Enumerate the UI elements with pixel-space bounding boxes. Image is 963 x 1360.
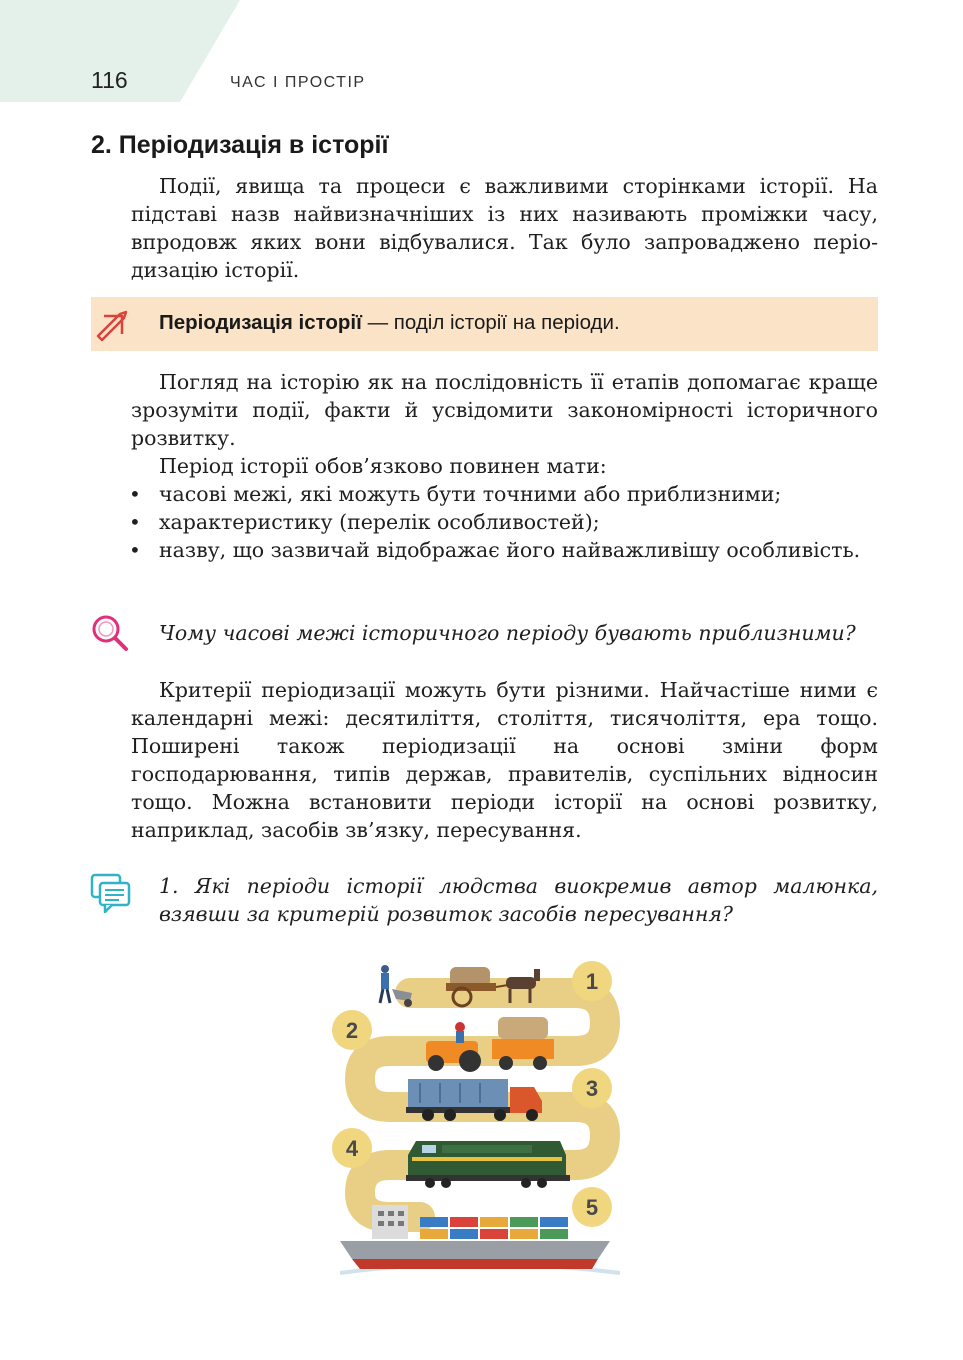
section-heading: 2. Періодизація в історії	[91, 131, 389, 159]
stage-marker-1	[572, 961, 612, 1001]
stage-marker-5	[572, 1187, 612, 1227]
stage-marker-4	[332, 1128, 372, 1168]
stage-number-2: 2	[345, 1018, 359, 1043]
stage-marker-2	[332, 1010, 372, 1050]
question-approximate: Чому часові межі історичного періоду бувають приблизними?	[159, 621, 856, 645]
stage-number-3: 3	[585, 1076, 599, 1101]
stage-marker-3	[572, 1068, 612, 1108]
stage-number-5: 5	[585, 1195, 599, 1220]
paragraph-period: Період історії обов’язково повинен мати:	[159, 454, 607, 478]
definition-term: Періодизація історії	[159, 311, 362, 334]
stage-5-ship	[340, 1205, 610, 1269]
magnifier-icon	[89, 612, 131, 654]
question-transport: 1. Які періоди історії людства виокремив автор малюнка, взявши за критерій розвиток засобів пересування?	[159, 874, 878, 926]
definition-text	[159, 311, 620, 335]
transport-evolution-illustration	[330, 955, 620, 1285]
list-item: • характеристику (перелік особливостей);	[91, 508, 878, 536]
page-number: 116	[91, 67, 128, 93]
stage-4-locomotive	[406, 1141, 570, 1188]
pointer-arrow-icon	[92, 306, 132, 346]
list-item: • часові межі, які можуть бути точними або приблизними;	[91, 480, 878, 508]
stage-number-4: 4	[345, 1136, 359, 1161]
discussion-icon	[89, 872, 133, 916]
bullet-list	[91, 480, 878, 564]
paragraph-intro: Події, явища та процеси є важливими сторінками історії. На підставі назв найвизначніших із них називають проміжки часу, впродовж яких вони відбувалися. Так було запроваджено періодизацію історії.	[131, 174, 878, 282]
paragraph-criteria: Критерії періодизації можуть бути різними. Найчастіше ними є календарні межі: десятиліття, століття, тисячоліття, ера тощо. Поширені також періодизації на основі зміни форм господарювання, типів держав, правителів, суспільних відносин тощо. Можна встановити періоди історії на основі розвитку, наприклад, засобів зв’язку, пересування.	[131, 678, 878, 842]
definition-body: — поділ історії на періоди.	[361, 311, 620, 334]
running-title: ЧАС І ПРОСТІР	[230, 74, 366, 91]
stage-number-1: 1	[585, 969, 599, 994]
paragraph-view: Погляд на історію як на послідовність її етапів допомагає краще зрозуміти події, факти й усвідомити закономірності історичного розвитку.	[131, 370, 878, 450]
list-item: • назву, що зазвичай відображає його найважливішу особливість.	[91, 536, 878, 564]
